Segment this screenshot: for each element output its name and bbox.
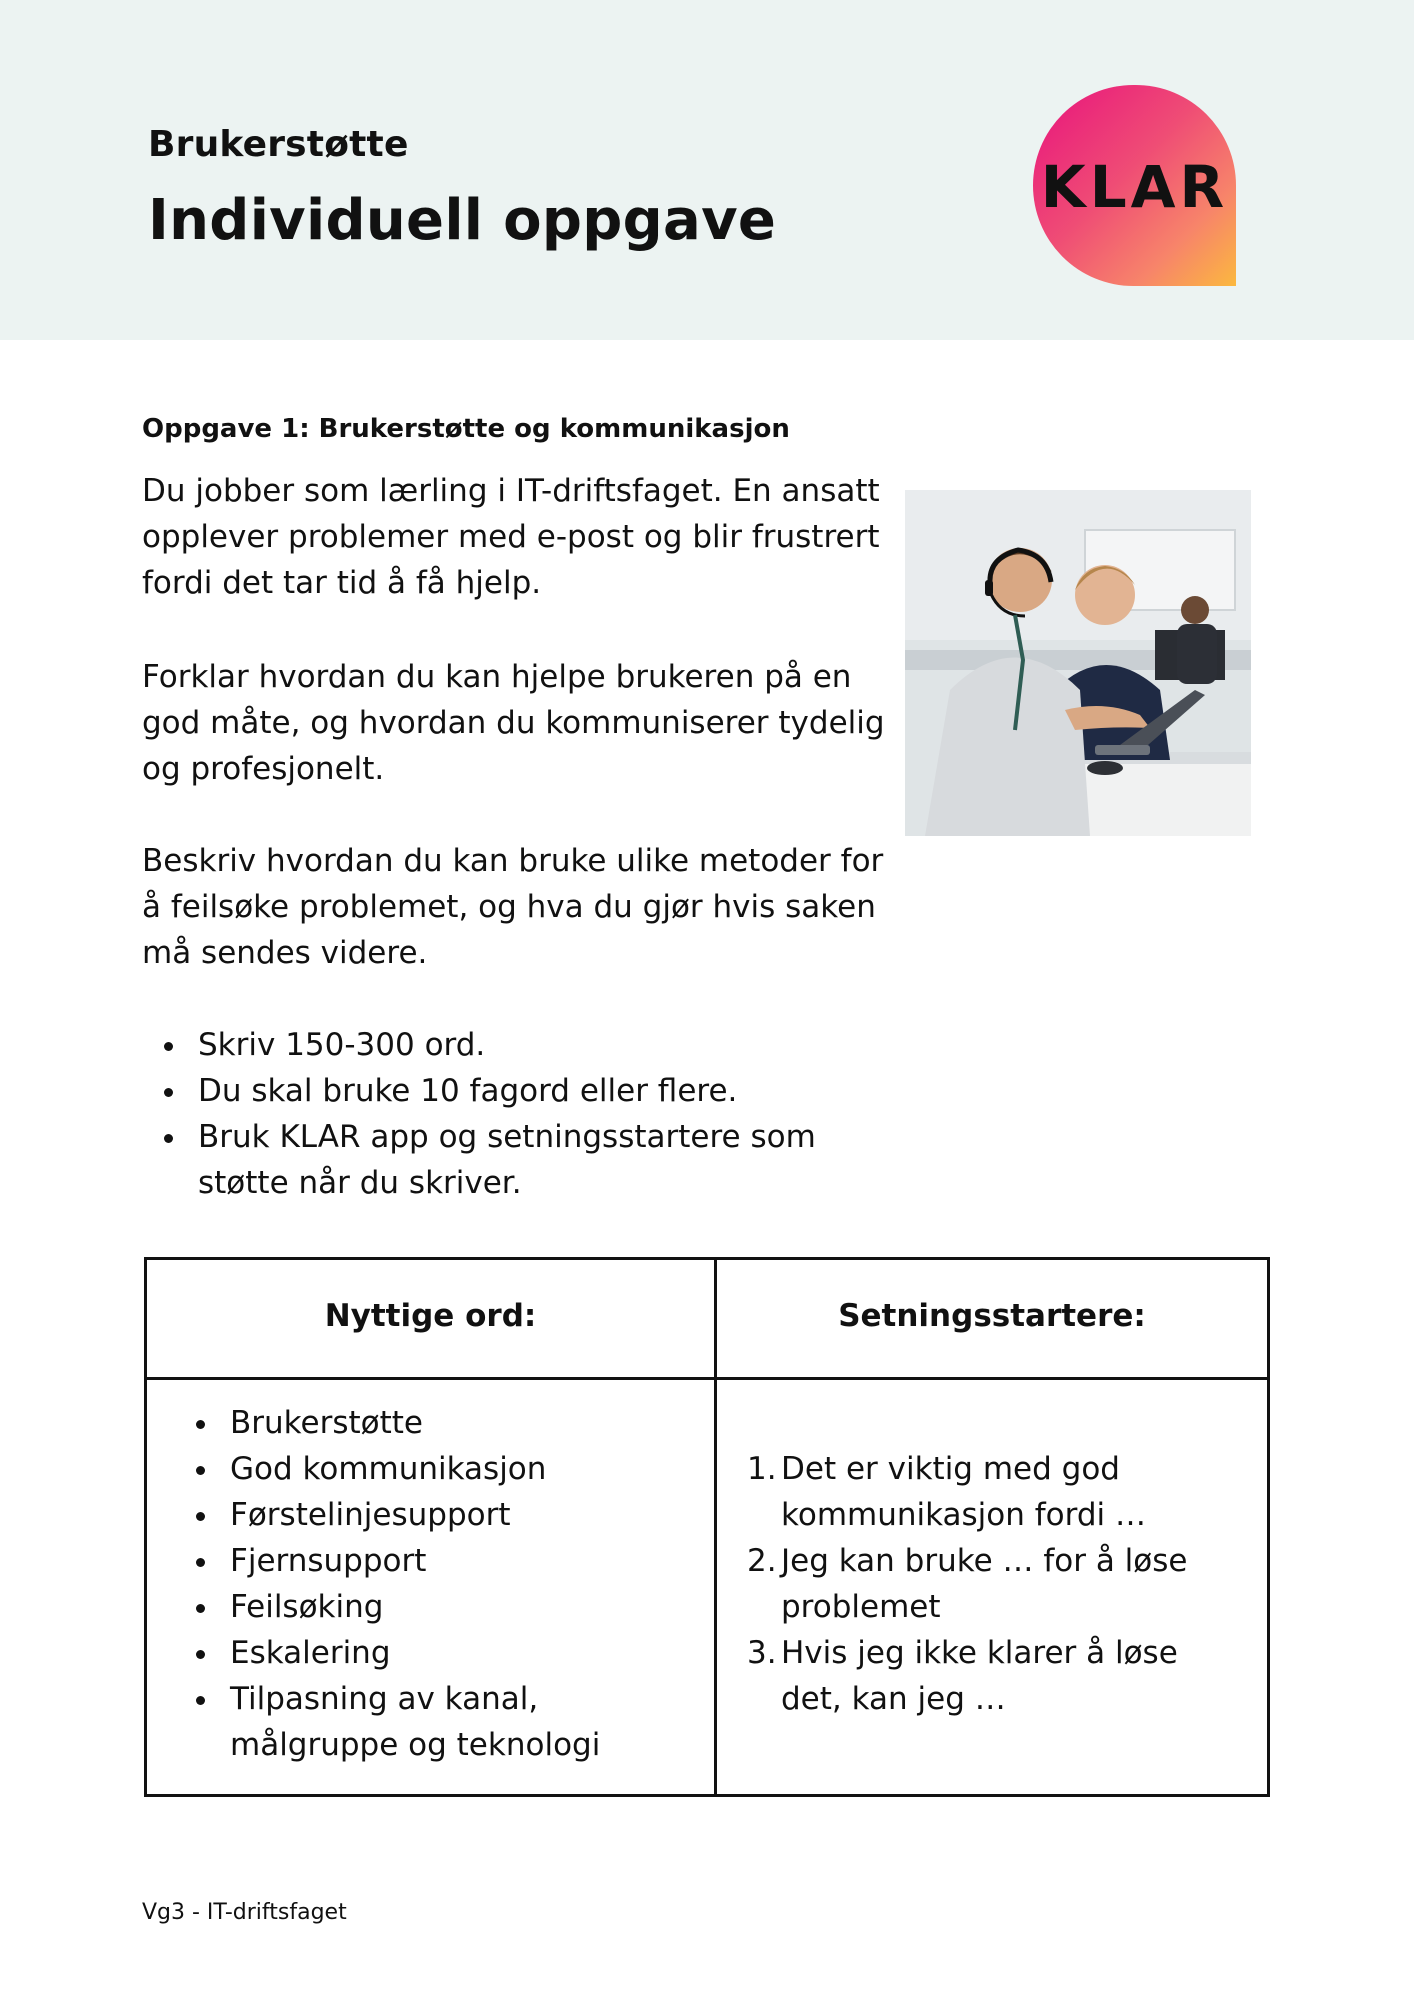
useful-word-item: Førstelinjesupport <box>174 1492 704 1538</box>
vocabulary-table <box>144 1257 1270 1797</box>
useful-word-item: Tilpasning av kanal, målgruppe og teknologi <box>174 1676 704 1768</box>
klar-logo-text: KLAR <box>1040 153 1229 221</box>
sentence-starter-text: Hvis jeg ikke klarer å løse det, kan jeg … <box>781 1635 1178 1717</box>
sentence-starter-number: 3. <box>747 1635 777 1671</box>
requirement-item: Bruk KLAR app og setningsstartere som støtte når du skriver. <box>142 1114 902 1206</box>
useful-word-item: Feilsøking <box>174 1584 704 1630</box>
requirements-list <box>142 1022 902 1206</box>
sentence-starter-item <box>747 1538 1247 1630</box>
klar-logo <box>1033 85 1236 286</box>
task-paragraph-scenario: Du jobber som lærling i IT-driftsfaget. En ansatt opplever problemer med e-post og blir frustrert fordi det tar tid å få hjelp. <box>142 473 880 601</box>
useful-word-item: Eskalering <box>174 1630 704 1676</box>
sentence-starter-number: 1. <box>747 1451 777 1487</box>
task-paragraph-describe: Beskriv hvordan du kan bruke ulike metoder for å feilsøke problemet, og hva du gjør hvis saken må sendes videre. <box>142 843 884 971</box>
support-staff-photo <box>905 490 1251 836</box>
sentence-starters-list <box>747 1446 1247 1722</box>
task-paragraph-explain: Forklar hvordan du kan hjelpe brukeren på en god måte, og hvordan du kommuniserer tydelig og profesjonelt. <box>142 659 885 787</box>
useful-words-header: Nyttige ord: <box>324 1298 537 1334</box>
sentence-starter-number: 2. <box>747 1543 777 1579</box>
useful-word-item: Brukerstøtte <box>174 1400 704 1446</box>
footer-course-label: Vg3 - IT-driftsfaget <box>142 1900 347 1925</box>
page-title: Individuell oppgave <box>148 188 777 253</box>
table-header-divider <box>147 1377 1267 1380</box>
sentence-starter-item <box>747 1446 1247 1538</box>
requirement-item: Skriv 150-300 ord. <box>142 1022 902 1068</box>
header-banner <box>0 0 1414 340</box>
sentence-starter-text: Det er viktig med god kommunikasjon fordi … <box>781 1451 1146 1533</box>
table-column-divider <box>714 1260 717 1794</box>
useful-word-item: Fjernsupport <box>174 1538 704 1584</box>
subject-kicker: Brukerstøtte <box>148 124 409 165</box>
sentence-starters-header: Setningsstartere: <box>838 1298 1146 1334</box>
requirement-item: Du skal bruke 10 fagord eller flere. <box>142 1068 902 1114</box>
useful-words-list <box>174 1400 704 1768</box>
task-heading: Oppgave 1: Brukerstøtte og kommunikasjon <box>142 414 790 444</box>
sentence-starter-text: Jeg kan bruke … for å løse problemet <box>781 1543 1188 1625</box>
useful-word-item: God kommunikasjon <box>174 1446 704 1492</box>
sentence-starter-item <box>747 1630 1247 1722</box>
